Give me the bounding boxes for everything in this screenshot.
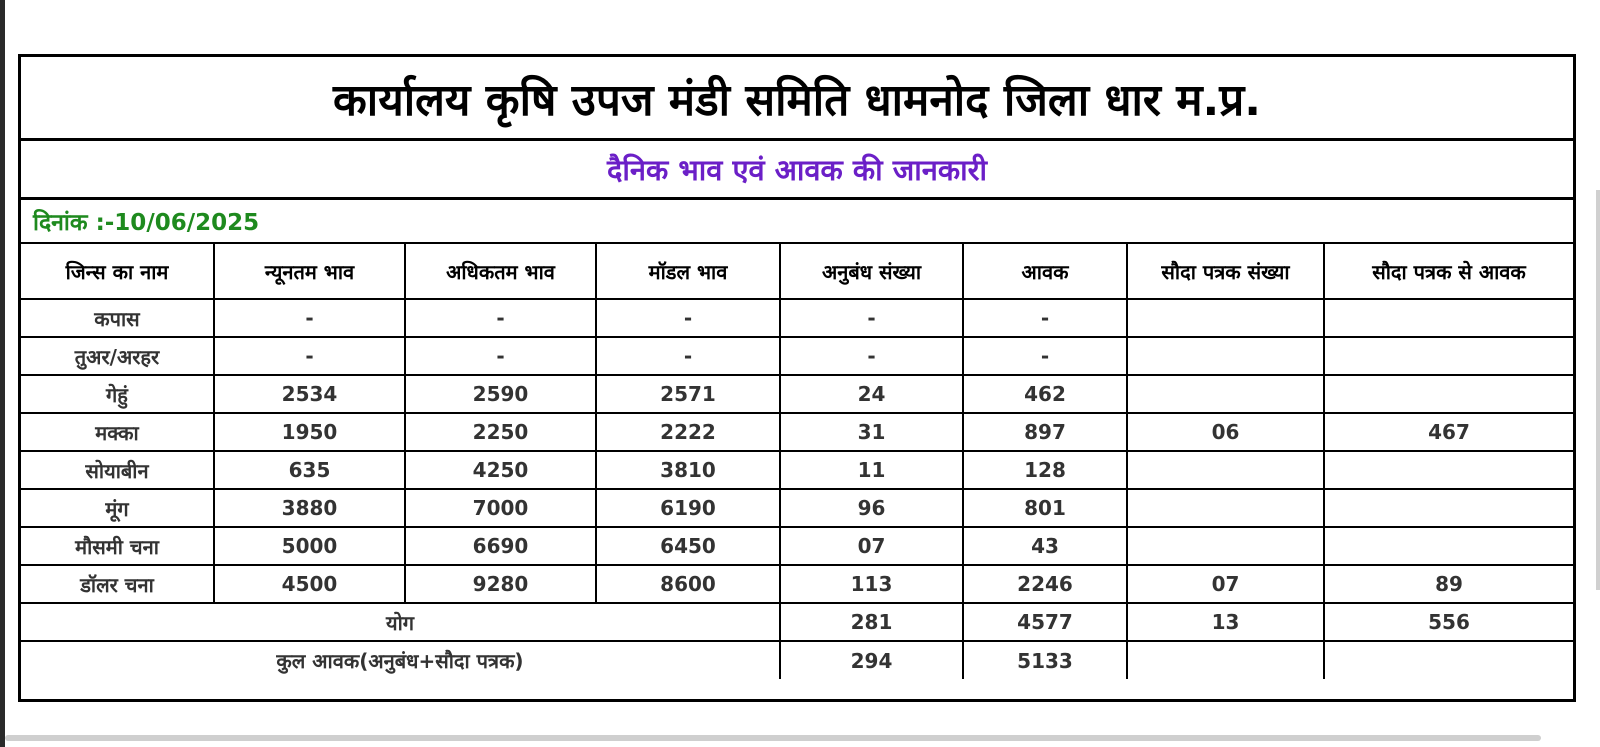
model-price: - xyxy=(596,299,780,337)
table-row xyxy=(21,527,1573,565)
model-price: - xyxy=(596,337,780,375)
arrival: 897 xyxy=(963,413,1127,451)
arrival: 128 xyxy=(963,451,1127,489)
min-price: 2534 xyxy=(214,375,405,413)
min-price: 4500 xyxy=(214,565,405,603)
slip-arrival xyxy=(1324,375,1573,413)
header-model-price: मॉडल भाव xyxy=(596,244,780,299)
commodity-name: सोयाबीन xyxy=(21,451,214,489)
report-date: दिनांक :-10/06/2025 xyxy=(21,200,1573,244)
table-row xyxy=(21,299,1573,337)
max-price: 2250 xyxy=(405,413,596,451)
max-price: 6690 xyxy=(405,527,596,565)
model-price: 2571 xyxy=(596,375,780,413)
max-price: - xyxy=(405,299,596,337)
slip-count xyxy=(1127,337,1324,375)
commodity-name: मूंग xyxy=(21,489,214,527)
header-slip-arrival: सौदा पत्रक से आवक xyxy=(1324,244,1573,299)
contract-count: 113 xyxy=(780,565,963,603)
grand-total-row xyxy=(21,641,1573,679)
min-price: - xyxy=(214,337,405,375)
header-min-price: न्यूनतम भाव xyxy=(214,244,405,299)
commodity-name: डॉलर चना xyxy=(21,565,214,603)
min-price: 3880 xyxy=(214,489,405,527)
grand-total-contracts: 294 xyxy=(780,641,963,679)
header-max-price: अधिकतम भाव xyxy=(405,244,596,299)
slip-arrival: 89 xyxy=(1324,565,1573,603)
model-price: 3810 xyxy=(596,451,780,489)
table-header-row xyxy=(21,244,1573,299)
min-price: - xyxy=(214,299,405,337)
header-slip-count: सौदा पत्रक संख्या xyxy=(1127,244,1324,299)
table-row xyxy=(21,375,1573,413)
arrival: 2246 xyxy=(963,565,1127,603)
slip-count xyxy=(1127,527,1324,565)
total-slip-arrival: 556 xyxy=(1324,603,1573,641)
contract-count: 07 xyxy=(780,527,963,565)
slip-arrival xyxy=(1324,527,1573,565)
table-row xyxy=(21,451,1573,489)
grand-total-empty-cell xyxy=(1324,641,1573,679)
model-price: 6190 xyxy=(596,489,780,527)
slip-count xyxy=(1127,375,1324,413)
total-arrival: 4577 xyxy=(963,603,1127,641)
scrollbar-horizontal[interactable] xyxy=(5,735,1541,741)
total-contracts: 281 xyxy=(780,603,963,641)
max-price: 9280 xyxy=(405,565,596,603)
max-price: - xyxy=(405,337,596,375)
commodity-name: मौसमी चना xyxy=(21,527,214,565)
contract-count: 24 xyxy=(780,375,963,413)
arrival: - xyxy=(963,299,1127,337)
grand-total-label: कुल आवक(अनुबंध+सौदा पत्रक) xyxy=(21,641,780,679)
model-price: 6450 xyxy=(596,527,780,565)
table-row xyxy=(21,565,1573,603)
table-row xyxy=(21,337,1573,375)
commodity-name: तुअर/अरहर xyxy=(21,337,214,375)
table-row xyxy=(21,489,1573,527)
slip-count xyxy=(1127,489,1324,527)
total-slip-count: 13 xyxy=(1127,603,1324,641)
slip-arrival: 467 xyxy=(1324,413,1573,451)
arrival: - xyxy=(963,337,1127,375)
total-label: योग xyxy=(21,603,780,641)
slip-arrival xyxy=(1324,451,1573,489)
contract-count: 11 xyxy=(780,451,963,489)
model-price: 8600 xyxy=(596,565,780,603)
contract-count: 96 xyxy=(780,489,963,527)
model-price: 2222 xyxy=(596,413,780,451)
rates-table xyxy=(21,244,1573,679)
slip-count: 07 xyxy=(1127,565,1324,603)
contract-count: 31 xyxy=(780,413,963,451)
scrollbar-vertical[interactable] xyxy=(1596,190,1600,590)
total-row xyxy=(21,603,1573,641)
max-price: 7000 xyxy=(405,489,596,527)
max-price: 2590 xyxy=(405,375,596,413)
slip-count xyxy=(1127,451,1324,489)
arrival: 801 xyxy=(963,489,1127,527)
arrival: 462 xyxy=(963,375,1127,413)
screen-left-edge xyxy=(0,0,5,747)
header-contract-count: अनुबंध संख्या xyxy=(780,244,963,299)
slip-count: 06 xyxy=(1127,413,1324,451)
min-price: 1950 xyxy=(214,413,405,451)
min-price: 635 xyxy=(214,451,405,489)
arrival: 43 xyxy=(963,527,1127,565)
office-title: कार्यालय कृषि उपज मंडी समिति धामनोद जिला धार म.प्र. xyxy=(21,57,1573,141)
contract-count: - xyxy=(780,337,963,375)
slip-count xyxy=(1127,299,1324,337)
header-commodity: जिन्स का नाम xyxy=(21,244,214,299)
rates-sheet xyxy=(18,54,1576,702)
header-arrival: आवक xyxy=(963,244,1127,299)
slip-arrival xyxy=(1324,489,1573,527)
commodity-name: कपास xyxy=(21,299,214,337)
contract-count: - xyxy=(780,299,963,337)
grand-total-empty-cell xyxy=(1127,641,1324,679)
max-price: 4250 xyxy=(405,451,596,489)
grand-total-arrival: 5133 xyxy=(963,641,1127,679)
slip-arrival xyxy=(1324,337,1573,375)
table-row xyxy=(21,413,1573,451)
commodity-name: गेहुं xyxy=(21,375,214,413)
slip-arrival xyxy=(1324,299,1573,337)
min-price: 5000 xyxy=(214,527,405,565)
commodity-name: मक्का xyxy=(21,413,214,451)
report-subtitle: दैनिक भाव एवं आवक की जानकारी xyxy=(21,141,1573,200)
